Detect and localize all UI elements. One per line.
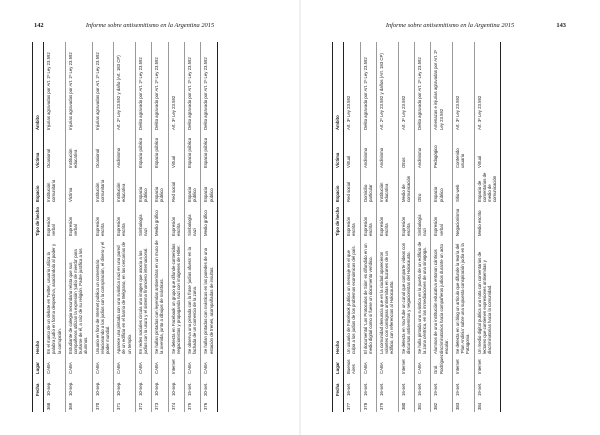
table-cell: Medio gráfico xyxy=(201,204,217,238)
table-cell: 19-set. xyxy=(453,376,475,398)
table-cell: Expresión escrita xyxy=(168,204,184,238)
table-cell: 383 xyxy=(453,398,475,412)
table-header-row xyxy=(333,42,344,412)
table-cell: Expresión verbal xyxy=(431,204,453,238)
table-cell: 384 xyxy=(474,398,501,412)
table-cell: CABA xyxy=(360,356,376,376)
table-cell: Art. 3º Ley 23.592 xyxy=(398,42,414,132)
table-cell: Pedagógico xyxy=(431,132,453,170)
table-cell: 376 xyxy=(201,398,217,412)
table-cell: Expresión escrita xyxy=(92,204,114,238)
table-row xyxy=(92,42,114,412)
table-cell: 16-set. xyxy=(377,376,399,398)
table-cell: Expresión verbal xyxy=(44,204,66,238)
table-cell: CABA xyxy=(65,356,92,376)
table-cell: 375 xyxy=(185,398,201,412)
table-cell: Red social xyxy=(168,170,184,204)
table-cell: 372 xyxy=(135,398,151,412)
table-cell: Injurias agravadas por Art. 2º Ley 23.592 xyxy=(44,42,66,132)
table-cell: Expresión escrita xyxy=(360,204,376,238)
table-cell: 19-set. xyxy=(474,376,501,398)
table-row xyxy=(135,42,151,412)
table-row xyxy=(398,42,414,412)
table-cell: 10-sep. xyxy=(65,376,92,398)
table-cell: CABA xyxy=(201,356,217,376)
table-cell: Estudiante de colegio secundario relata que sus compañeros utilizan la expresión 'judío de mierda' para burlarse de él, a raíz de su religión. Padre justifica a los alumnos. xyxy=(65,238,92,356)
table-cell: Se halla pintada una svástica en la puerta de un edificio de la zona céntrica, en las inmediaciones de una sinagoga. xyxy=(415,238,431,356)
table-cell: Injurias agravadas por Art. 2º Ley 23.592 xyxy=(65,42,92,132)
table-cell: 15-set. xyxy=(185,376,201,398)
table-cell: CABA xyxy=(114,356,136,376)
table-cell: Otro xyxy=(415,170,431,204)
table-cell: Espacio público xyxy=(152,132,168,170)
table-cell: Delito agravado por Art. 2º Ley 23.592 xyxy=(135,42,151,132)
table-cell: Internet xyxy=(168,356,184,376)
table-cell: 374 xyxy=(168,398,184,412)
table-row xyxy=(360,42,376,412)
table-cell: Se detecta en Facebook un grupo que difunde contenidos negacionistas y propaganda nazi con imágenes de Hitler. xyxy=(168,238,184,356)
table-cell: 10-sep. xyxy=(168,376,184,398)
table-cell: Buenos Aires xyxy=(344,356,360,376)
table-cell: 19-set. xyxy=(431,376,453,398)
rotated-table xyxy=(332,42,568,412)
column-header: Tipo de hecho xyxy=(33,204,44,238)
table-cell: 16-set. xyxy=(398,376,414,398)
table-cell: Se detecta en un blog un artículo que difunde la teoría del 'Plan Andinia' sobre una supuesta conspiración judía en la Patagonia. xyxy=(453,238,475,356)
table-cell: Se hallan pintadas con svásticas en las paredes de una estación de trenes, acompañadas de insultos. xyxy=(201,238,217,356)
column-header xyxy=(33,398,44,412)
table-cell: Red social xyxy=(344,170,360,204)
table-cell: Expresión escrita xyxy=(377,204,399,238)
column-header: Espacio xyxy=(333,170,344,204)
table-cell: Alumnos de una institución educativa entonan cánticos discriminatorios hacia compañeros judíos durante un acto escolar. xyxy=(431,238,453,356)
table-cell: Medio gráfico xyxy=(152,204,168,238)
table-cell: Otros xyxy=(398,132,414,170)
table-cell: Art. 2º Ley 23.592 y daños (Art. 183 CP) xyxy=(377,42,399,132)
column-header: Espacio xyxy=(33,170,44,204)
column-header: Hecho xyxy=(333,238,344,356)
table-row xyxy=(201,42,217,412)
table-cell: Espacio público xyxy=(185,170,201,204)
column-header: Víctima xyxy=(33,132,44,170)
rotated-table-frame xyxy=(332,42,568,412)
table-cell: 371 xyxy=(114,398,136,412)
table-cell: 369 xyxy=(65,398,92,412)
column-header: Tipo de hecho xyxy=(333,204,344,238)
table-cell: Negacionismo xyxy=(453,204,475,238)
table-cell: Espacio público xyxy=(201,132,217,170)
table-cell: Expresión escrita xyxy=(344,204,360,238)
table-cell: 370 xyxy=(92,398,114,412)
table-row xyxy=(415,42,431,412)
table-cell: 381 xyxy=(415,398,431,412)
table-cell: Medio de comunicación xyxy=(398,170,414,204)
table-cell: 368 xyxy=(44,398,66,412)
incident-table xyxy=(32,42,218,412)
table-cell: Art. 3º Ley 23.592 xyxy=(344,42,360,132)
table-cell: 380 xyxy=(398,398,414,412)
table-cell: Virtual xyxy=(344,132,360,170)
column-header: Lugar xyxy=(33,356,44,376)
table-cell: 20-set. xyxy=(201,376,217,398)
table-cell: 10-sep. xyxy=(92,376,114,398)
table-cell: Virtual xyxy=(474,132,501,170)
running-head xyxy=(334,22,566,34)
table-cell: Delito agravado por Art. 2º Ley 23.592 xyxy=(201,42,217,132)
table-cell: Sitio web xyxy=(453,170,475,204)
column-header: Fecha xyxy=(33,376,44,398)
running-title: Informe sobre antisemitismo en la Argentina 2015 xyxy=(85,22,215,29)
table-cell: Víctima xyxy=(65,170,92,204)
table-cell: Injurias agravadas por Art. 2º Ley 23.592 xyxy=(92,42,114,132)
column-header: Hecho xyxy=(33,238,44,356)
table-row xyxy=(377,42,399,412)
table-cell: Art. 2º Ley 23.592 y daño (Art. 183 CP) xyxy=(114,42,136,132)
table-cell: Andinismo xyxy=(360,132,376,170)
table-cell: En el marco de un debate en Twitter, usuario utiliza la palabra judío en forma despectiva, asociándola al poder y la corrupción. xyxy=(44,238,66,356)
table-cell: Se detecta en YouTube un canal que comparte videos con discursos antisemitas y negacionistas del Holocausto. xyxy=(398,238,414,356)
table-cell: Medio escrito xyxy=(474,204,501,238)
table-cell: Institución educativa xyxy=(65,132,92,170)
table-cell: Expresión escrita xyxy=(398,204,414,238)
running-head xyxy=(34,22,266,34)
table-cell: Simbología nazi xyxy=(135,204,151,238)
table-cell: Gral. Rodríguez xyxy=(431,356,453,376)
table-cell: Andinismo xyxy=(415,132,431,170)
table-cell: Institución educativa xyxy=(377,170,399,204)
table-cell: Aparece una pintada con una svástica nazi en una pared de un edificio en el barrio de Belgrano, en las cercanías de un templo. xyxy=(114,238,136,356)
table-cell: Andinismo xyxy=(114,132,136,170)
table-cell: Se observa una pintada con la frase 'judíos afuera' en la fachada de un comercio de la zona. xyxy=(185,238,201,356)
table-cell: Internet xyxy=(453,356,475,376)
column-header: Ámbito xyxy=(333,42,344,132)
table-cell: Simbología nazi xyxy=(415,204,431,238)
table-cell: Espacio de comentarios de medio de comunicación xyxy=(474,170,501,204)
table-cell: Espacio público xyxy=(152,170,168,204)
table-cell: CABA xyxy=(415,356,431,376)
table-cell: CABA xyxy=(135,356,151,376)
table-cell: CABA xyxy=(377,356,399,376)
column-header xyxy=(333,398,344,412)
table-cell: Art. 3º Ley 23.592 xyxy=(474,42,501,132)
rotated-table-frame xyxy=(32,42,268,412)
table-cell: CABA xyxy=(44,356,66,376)
table-cell: Contenido usuario xyxy=(453,132,475,170)
table-cell: Espacio público xyxy=(201,170,217,204)
table-cell: Un medio digital publica una nota con comentarios de lectores que contienen expresiones antisemitas y discriminatorias hacia la comunidad. xyxy=(474,238,501,356)
table-cell: Expresión verbal xyxy=(65,204,92,238)
table-cell: Delito agravado por Art. 2º Ley 23.592 xyxy=(415,42,431,132)
page-number: 142 xyxy=(34,22,44,29)
table-cell: 16-set. xyxy=(415,376,431,398)
table-cell: La comunidad denuncia que en la ciudad aparecieron volantes con consignas antisemitas en buzones de un edificio, con referencias al Holocausto. xyxy=(377,238,399,356)
table-row xyxy=(431,42,453,412)
table-cell: 10-sep. xyxy=(114,376,136,398)
table-cell: En redes sociales circula una imagen que asocia a los judíos con la usura y el sistema financiero internacional. xyxy=(135,238,151,356)
table-cell: Un usuario de Facebook publica un mensaje en el que culpa a los judíos de los problemas económicos del país. xyxy=(344,238,360,356)
table-cell: Amenazas e injurias agravadas por Art. 2º Ley 23.592 xyxy=(431,42,453,132)
table-cell: 10-sep. xyxy=(44,376,66,398)
table-cell: 377 xyxy=(344,398,360,412)
table-cell: Se hallan pintadas con leyendas antisemitas en un muro de la avenida, junto a dibujos de svásticas. xyxy=(152,238,168,356)
table-cell: Institución educativa xyxy=(114,170,136,204)
right-page xyxy=(300,0,600,435)
running-title: Informe sobre antisemitismo en la Argentina 2015 xyxy=(385,22,515,29)
table-cell: Espacio público xyxy=(185,132,201,170)
table-cell: Domicilio particular xyxy=(360,170,376,204)
column-header: Fecha xyxy=(333,376,344,398)
table-cell: CABA xyxy=(152,356,168,376)
table-cell: Institución comunitaria xyxy=(44,170,66,204)
table-cell: Delito agravado por Art. 2º Ley 23.592 xyxy=(360,42,376,132)
table-cell: 10-sep. xyxy=(135,376,151,398)
table-cell: Institución comunitaria xyxy=(92,170,114,204)
table-row xyxy=(185,42,201,412)
table-cell: Internet xyxy=(398,356,414,376)
table-cell: Ocasional xyxy=(44,132,66,170)
table-row xyxy=(152,42,168,412)
table-cell: Delito agravado por Art. 2º Ley 23.592 xyxy=(152,42,168,132)
table-row xyxy=(65,42,92,412)
table-cell: Ocasional xyxy=(92,132,114,170)
rotated-table xyxy=(32,42,268,412)
table-row xyxy=(344,42,360,412)
table-cell: Espacio público xyxy=(135,170,151,204)
table-cell: 382 xyxy=(431,398,453,412)
table-cell: Usuario en foro de Internet publica un comentario relacionando a los judíos con la conspiración, el dinero y el poder mundial. xyxy=(92,238,114,356)
column-header: Ámbito xyxy=(33,42,44,132)
table-row xyxy=(114,42,136,412)
table-cell: Simbología nazi xyxy=(185,204,201,238)
table-cell: 16-set. xyxy=(344,376,360,398)
table-cell: Virtual xyxy=(168,132,184,170)
table-cell: El documental 'Los Protocolos de Sión' es difundido en un medio digital como si fuese un documento verídico. xyxy=(360,238,376,356)
table-cell: 379 xyxy=(377,398,399,412)
table-cell: 16-set. xyxy=(360,376,376,398)
table-cell: Espacio público xyxy=(431,170,453,204)
table-cell: 378 xyxy=(360,398,376,412)
table-cell: 373 xyxy=(152,398,168,412)
table-cell: Espacio público xyxy=(135,132,151,170)
table-row xyxy=(168,42,184,412)
table-cell: 10-sep. xyxy=(152,376,168,398)
incident-table xyxy=(332,42,501,412)
table-cell: Internet xyxy=(474,356,501,376)
table-row xyxy=(453,42,475,412)
table-cell: Art. 3º Ley 23.592 xyxy=(168,42,184,132)
column-header: Víctima xyxy=(333,132,344,170)
table-row xyxy=(44,42,66,412)
table-cell: Art. 3º Ley 23.592 xyxy=(453,42,475,132)
table-header-row xyxy=(33,42,44,412)
table-row xyxy=(474,42,501,412)
table-cell: CABA xyxy=(185,356,201,376)
table-cell: Delito agravado por Art. 2º Ley 23.592 xyxy=(185,42,201,132)
table-cell: Andinismo xyxy=(377,132,399,170)
table-cell: CABA xyxy=(92,356,114,376)
table-cell: Expresión escrita xyxy=(114,204,136,238)
column-header: Lugar xyxy=(333,356,344,376)
page-number: 143 xyxy=(556,22,566,29)
